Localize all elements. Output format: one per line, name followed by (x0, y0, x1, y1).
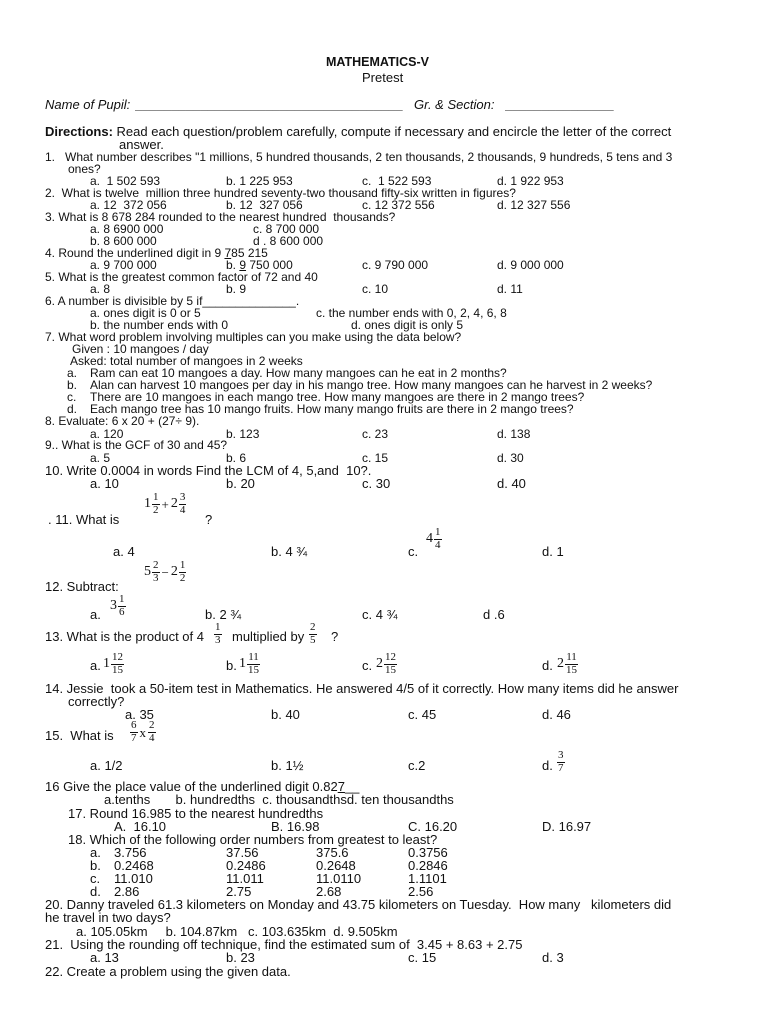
q4-stem-text-end: 85 215 (231, 246, 268, 260)
q11-stem: . 11. What is (48, 512, 120, 527)
numerator: 3 (558, 749, 564, 761)
q18-cell: 37.56 (226, 845, 259, 860)
fraction (565, 652, 578, 676)
q11-question-mark: ? (205, 512, 213, 527)
q16-options[interactable]: a.tenths b. hundredths c. thousandthsd. ten thousandths (104, 792, 454, 807)
q12-option-d[interactable]: d .6 (483, 607, 505, 622)
q20-stem: 20. Danny traveled 61.3 kilometers on Monday and 43.75 kilometers on Tuesday. How many kilometers did (45, 897, 672, 912)
q18-option-b-letter[interactable]: b. (90, 858, 101, 873)
q2-option-d[interactable]: d. 12 327 556 (497, 198, 571, 212)
q13-option-a-fraction[interactable] (103, 652, 124, 676)
q4-option-b-underlined: 9 (239, 258, 247, 272)
q20-stem-cont: he travel in two days? (45, 910, 171, 925)
q17-stem: 17. Round 16.985 to the nearest hundredths (68, 806, 324, 821)
q15-option-c[interactable]: c.2 (408, 758, 426, 773)
q9-stem: 9.. What is the GCF of 30 and 45? (45, 438, 228, 452)
denominator: 4 (435, 538, 441, 551)
q10-option-b[interactable]: b. 20 (226, 476, 255, 491)
whole: 2 (376, 656, 383, 672)
q11-option-a[interactable]: a. 4 (113, 544, 135, 559)
denominator: 2 (153, 503, 159, 516)
q11-option-c-fraction[interactable] (426, 527, 442, 551)
denominator: 7 (131, 731, 137, 744)
q7-given: Given : 10 mangoes / day (72, 342, 209, 356)
q17-option-d[interactable]: D. 16.97 (542, 819, 592, 834)
q15-stem: 15. What is (45, 728, 114, 743)
denominator: 5 (310, 633, 316, 646)
q16-underlined-digit: 7 (337, 779, 345, 794)
denominator: 3 (215, 633, 221, 646)
fraction (247, 652, 260, 676)
q1-option-d[interactable]: d. 1 922 953 (497, 174, 564, 188)
q18-cell: 11.010 (114, 871, 153, 886)
q7-asked: Asked: total number of mangoes in 2 weeks (70, 354, 303, 368)
q13-option-c-fraction[interactable] (376, 652, 397, 676)
numerator: 6 (131, 719, 137, 731)
denominator: 15 (112, 663, 123, 676)
q12-option-a-fraction[interactable] (110, 594, 126, 618)
denominator: 7 (558, 761, 564, 774)
numerator: 11 (248, 651, 259, 663)
q7-option-c-letter[interactable]: c. (67, 390, 77, 404)
q21-stem: 21. Using the rounding off technique, find the estimated sum of 3.45 + 8.63 + 2.75 (45, 937, 523, 952)
q9-option-d[interactable]: d. 30 (497, 451, 524, 465)
q10-option-c[interactable]: c. 30 (362, 476, 391, 491)
q9-option-a[interactable]: a. 5 (90, 451, 111, 465)
q15-option-d-fraction[interactable] (557, 750, 565, 774)
q13-option-b-fraction[interactable] (239, 652, 260, 676)
q18-cell: 0.2846 (408, 858, 448, 873)
q10-option-a[interactable]: a. 10 (90, 476, 119, 491)
directions-label: Directions: (45, 124, 113, 139)
q7-stem: 7. What word problem involving multiples can you make using the data below? (45, 330, 462, 344)
q6-option-b[interactable]: b. the number ends with 0 (90, 318, 229, 332)
q18-option-d-letter[interactable]: d. (90, 884, 101, 899)
q15-option-a[interactable]: a. 1/2 (90, 758, 123, 773)
whole: 1 (103, 656, 110, 672)
q6-option-a[interactable]: a. ones digit is 0 or 5 (90, 306, 201, 320)
q14-stem: 14. Jessie took a 50-item test in Mathematics. He answered 4/5 of it correctly. How many items did he answer (45, 681, 679, 696)
q13-option-c[interactable]: c. (362, 658, 373, 673)
q21-option-c[interactable]: c. 15 (408, 950, 437, 965)
q13-option-a[interactable]: a. (90, 658, 101, 673)
q18-cell: 0.2486 (226, 858, 266, 873)
q18-option-c-letter[interactable]: c. (90, 871, 101, 886)
fraction (118, 594, 126, 618)
q14-option-d[interactable]: d. 46 (542, 707, 571, 722)
q7-option-b-letter[interactable]: b. (67, 378, 78, 392)
q18-cell: 11.0110 (316, 871, 362, 886)
q22-stem: 22. Create a problem using the given data. (45, 964, 291, 979)
worksheet-subtitle: Pretest (362, 70, 404, 85)
q5-option-a[interactable]: a. 8 (90, 282, 111, 296)
q11-fraction-2 (179, 492, 187, 516)
name-label: Name of Pupil: (45, 97, 131, 112)
q7-option-c[interactable]: There are 10 mangoes in each mango tree. How many mangoes are there in 2 mango trees? (90, 390, 585, 404)
q16-blank: __ (344, 779, 360, 794)
numerator: 12 (112, 651, 123, 663)
fraction (384, 652, 397, 676)
whole: 1 (239, 656, 246, 672)
q1-stem-cont: ones? (68, 162, 101, 176)
q5-stem: 5. What is the greatest common factor of 72 and 40 (45, 270, 318, 284)
q11-fraction-1 (152, 492, 160, 516)
q1-option-b[interactable]: b. 1 225 953 (226, 174, 293, 188)
q18-cell: 3.756 (114, 845, 147, 860)
q12-whole-1: 5 (144, 564, 151, 580)
q13-fraction-1 (214, 622, 222, 646)
q7-option-d[interactable]: Each mango tree has 10 mango fruits. How many mango fruits are there in 2 mango trees? (90, 402, 574, 416)
q11-option-d[interactable]: d. 1 (542, 544, 564, 559)
numerator: 2 (310, 621, 316, 633)
numerator: 1 (215, 621, 221, 633)
q15-option-b[interactable]: b. 1½ (271, 758, 304, 773)
numerator: 1 (179, 559, 186, 571)
q13-stem-mid: multiplied by (232, 629, 305, 644)
denominator: 15 (385, 663, 396, 676)
q4-option-a[interactable]: a. 9 700 000 (90, 258, 157, 272)
q18-stem: 18. Which of the following order numbers from greatest to least? (68, 832, 438, 847)
fraction (214, 622, 222, 646)
fraction (557, 750, 565, 774)
q12-fraction-2 (179, 560, 187, 584)
directions-text: Read each question/problem carefully, compute if necessary and encircle the letter of the correct (112, 124, 672, 139)
numerator: 12 (385, 651, 396, 663)
q18-cell: 2.75 (226, 884, 252, 899)
worksheet-title: MATHEMATICS-V (326, 55, 429, 69)
q15-fraction-2 (148, 720, 156, 744)
whole: 3 (110, 598, 117, 614)
q4-option-d[interactable]: d. 9 000 000 (497, 258, 564, 272)
q4-underlined-digit: 7 (224, 246, 232, 260)
whole: 2 (557, 656, 564, 672)
q2-option-c[interactable]: c. 12 372 556 (362, 198, 435, 212)
denominator: 6 (119, 605, 125, 618)
q3-option-d[interactable]: d . 8 600 000 (253, 234, 324, 248)
plus-sign: + (161, 496, 169, 512)
q9-option-b[interactable]: b. 6 (226, 451, 247, 465)
q17-option-a[interactable]: A. 16.10 (114, 819, 167, 834)
q18-cell: 375.6 (316, 845, 349, 860)
denominator: 15 (248, 663, 259, 676)
q13-question-mark: ? (331, 629, 339, 644)
numerator: 3 (179, 491, 186, 503)
q14-stem-cont: correctly? (68, 694, 125, 709)
q1-option-c[interactable]: c. 1 522 593 (362, 174, 432, 188)
q12-whole-2: 2 (170, 564, 178, 580)
fraction (309, 622, 317, 646)
q7-option-a-letter[interactable]: a. (67, 366, 78, 380)
q11-option-c[interactable]: c. (408, 544, 419, 559)
q2-option-a[interactable]: a. 12 372 056 (90, 198, 167, 212)
q3-option-b[interactable]: b. 8 600 000 (90, 234, 157, 248)
name-blank[interactable]: _____________________________________ (136, 97, 404, 112)
q5-option-d[interactable]: d. 11 (497, 282, 523, 296)
q5-option-b[interactable]: b. 9 (226, 282, 247, 296)
minus-sign: − (161, 564, 169, 580)
numerator: 1 (119, 593, 125, 605)
q6-option-c[interactable]: c. the number ends with 0, 2, 4, 6, 8 (316, 306, 507, 320)
denominator: 3 (153, 571, 159, 584)
q21-option-b[interactable]: b. 23 (226, 950, 255, 965)
q11-whole-1: 1 (144, 496, 151, 512)
q13-stem: 13. What is the product of 4 (45, 629, 204, 644)
q14-option-c[interactable]: c. 45 (408, 707, 437, 722)
fraction (434, 527, 442, 551)
denominator: 4 (149, 731, 155, 744)
q13-fraction-2 (309, 622, 317, 646)
q15-option-d[interactable]: d. (542, 758, 553, 773)
q12-option-a[interactable]: a. (90, 607, 101, 622)
q18-cell: 0.2468 (114, 858, 154, 873)
q18-cell: 2.56 (408, 884, 434, 899)
q6-option-d[interactable]: d. ones digit is only 5 (351, 318, 464, 332)
q4-option-b-prefix: b. (226, 258, 240, 272)
q15-expression (130, 720, 156, 744)
directions-text-cont: answer. (119, 137, 164, 152)
numerator: 2 (149, 719, 155, 731)
numerator: 1 (153, 491, 159, 503)
q7-option-b[interactable]: Alan can harvest 10 mangoes per day in his mango tree. How many mangoes can he harvest in 2 weeks? (90, 378, 653, 392)
denominator: 15 (566, 663, 577, 676)
q8-option-b[interactable]: b. 123 (226, 427, 260, 441)
q8-option-c[interactable]: c. 23 (362, 427, 389, 441)
whole: 4 (426, 531, 433, 547)
q18-cell: 0.3756 (408, 845, 448, 860)
q12-expression (144, 560, 186, 584)
q2-stem: 2. What is twelve million three hundred seventy-two thousand fifty-six written in figures? (45, 186, 516, 200)
q11-expression (144, 492, 186, 516)
q18-cell: 2.68 (316, 884, 342, 899)
q16-stem-text: 16 Give the place value of the underlined digit 0.82 (45, 779, 338, 794)
q21-option-a[interactable]: a. 13 (90, 950, 119, 965)
q4-option-c[interactable]: c. 9 790 000 (362, 258, 429, 272)
q2-option-b[interactable]: b. 12 327 056 (226, 198, 303, 212)
numerator: 2 (153, 559, 159, 571)
q1-option-a[interactable]: a. 1 502 593 (90, 174, 161, 188)
q13-option-d[interactable]: d. (542, 658, 553, 673)
q1-stem: 1. What number describes "1 millions, 5 hundred thousands, 2 ten thousands, 2 thousands, 9 hundreds, 5 tens and 3 (45, 150, 673, 164)
q12-option-c[interactable]: c. 4 ¾ (362, 607, 398, 622)
q13-option-d-fraction[interactable] (557, 652, 578, 676)
denominator: 2 (179, 571, 186, 584)
q3-option-c[interactable]: c. 8 700 000 (253, 222, 320, 236)
q8-stem: 8. Evaluate: 6 x 20 + (27÷ 9). (45, 414, 200, 428)
q3-option-a[interactable]: a. 8 6900 000 (90, 222, 164, 236)
q13-option-b[interactable]: b. (226, 658, 237, 673)
q17-option-b[interactable]: B. 16.98 (271, 819, 320, 834)
q17-option-c[interactable]: C. 16.20 (408, 819, 458, 834)
q8-option-d[interactable]: d. 138 (497, 427, 531, 441)
q9-option-c[interactable]: c. 15 (362, 451, 389, 465)
q8-option-a[interactable]: a. 120 (90, 427, 124, 441)
q11-whole-2: 2 (170, 496, 178, 512)
q4-stem-text: 4. Round the underlined digit in 9 (45, 246, 225, 260)
q21-option-d[interactable]: d. 3 (542, 950, 564, 965)
q18-cell: 0.2648 (316, 858, 356, 873)
q6-stem: 6. A number is divisible by 5 if______________. (45, 294, 300, 308)
denominator: 4 (179, 503, 186, 516)
numerator: 1 (435, 526, 441, 538)
fraction (111, 652, 124, 676)
q10-stem: 10. Write 0.0004 in words Find the LCM of 4, 5,and 10?. (45, 463, 372, 478)
q18-cell: 2.86 (114, 884, 140, 899)
q7-option-a[interactable]: Ram can eat 10 mangoes a day. How many mangoes can he eat in 2 months? (90, 366, 507, 380)
q15-fraction-1 (130, 720, 138, 744)
q18-cell: 1.1101 (408, 871, 447, 886)
q18-cell: 11.011 (226, 871, 264, 886)
q11-option-b[interactable]: b. 4 ¾ (271, 544, 308, 559)
q14-option-a[interactable]: a. 35 (125, 707, 154, 722)
numerator: 11 (566, 651, 577, 663)
q4-option-b-suffix: 750 000 (246, 258, 293, 272)
q12-option-b[interactable]: b. 2 ¾ (205, 607, 242, 622)
section-blank[interactable]: _______________ (506, 97, 615, 112)
q14-option-b[interactable]: b. 40 (271, 707, 300, 722)
q7-option-d-letter[interactable]: d. (67, 402, 78, 416)
times-sign: x (139, 724, 146, 740)
q20-options[interactable]: a. 105.05km b. 104.87km c. 103.635km d. 9.505km (76, 924, 398, 939)
q10-option-d[interactable]: d. 40 (497, 476, 526, 491)
q12-stem: 12. Subtract: (45, 579, 119, 594)
q3-stem: 3. What is 8 678 284 rounded to the nearest hundred thousands? (45, 210, 396, 224)
q18-option-a-letter[interactable]: a. (90, 845, 101, 860)
q12-fraction-1 (152, 560, 160, 584)
section-label: Gr. & Section: (414, 97, 495, 112)
q5-option-c[interactable]: c. 10 (362, 282, 389, 296)
